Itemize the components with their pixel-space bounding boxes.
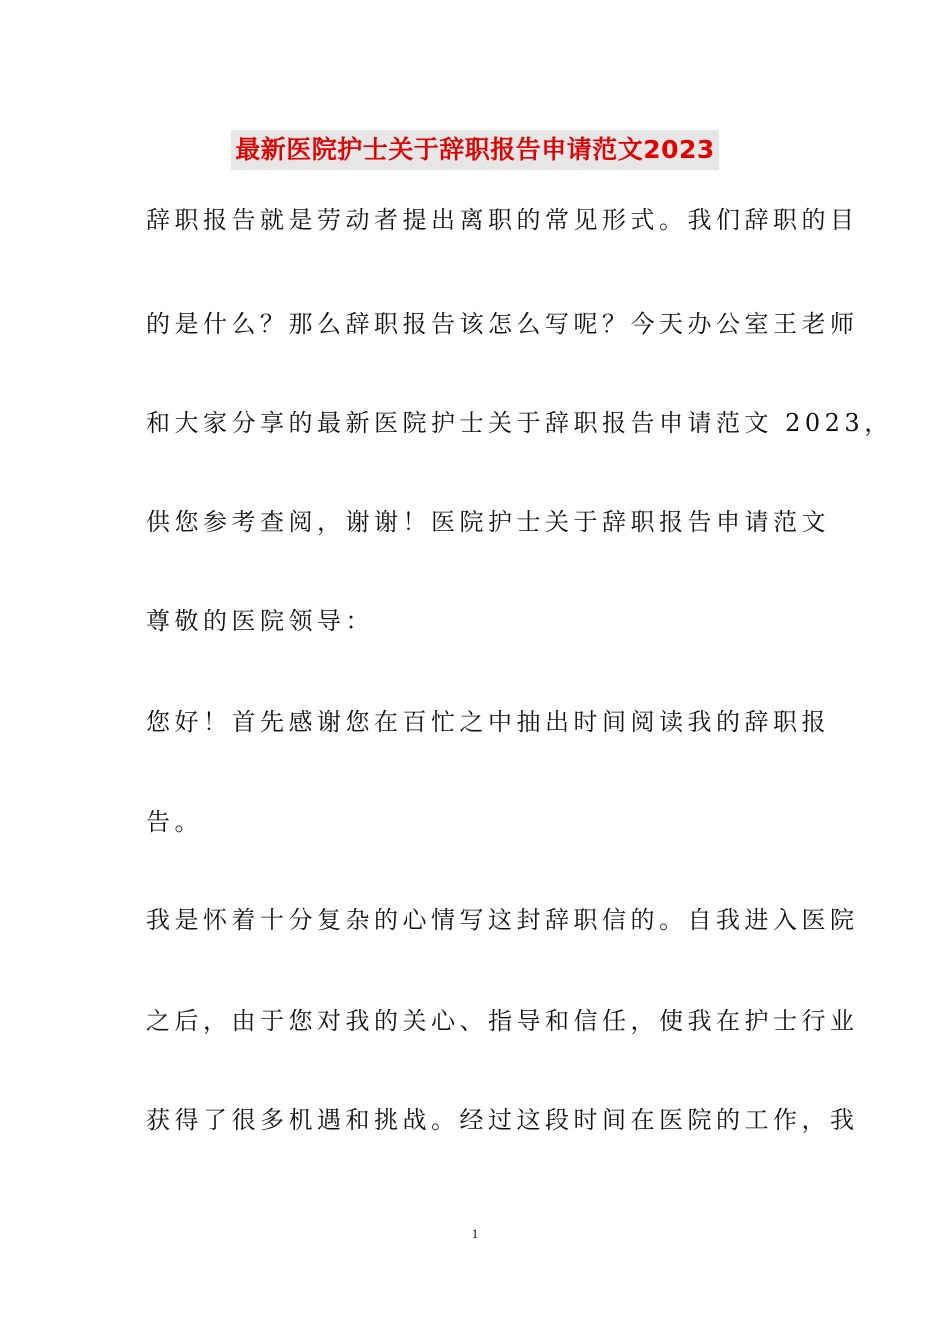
body-line-7: 告。 [146,808,203,836]
body-line-8: 我是怀着十分复杂的心情写这封辞职信的。自我进入医院 [146,906,859,934]
body-line-1: 辞职报告就是劳动者提出离职的常见形式。我们辞职的目 [146,206,859,234]
body-line-3: 和大家分享的最新医院护士关于辞职报告申请范文 2023， [146,409,893,437]
body-line-2: 的是什么？那么辞职报告该怎么写呢？今天办公室王老师 [146,310,859,338]
body-line-9: 之后，由于您对我的关心、指导和信任，使我在护士行业 [146,1007,859,1035]
salutation-line: 尊敬的医院领导： [146,607,374,635]
page-number: 1 [471,1226,479,1241]
body-line-6: 您好！首先感谢您在百忙之中抽出时间阅读我的辞职报 [146,708,830,736]
document-title: 最新医院护士关于辞职报告申请范文2023 [231,130,719,170]
body-line-4: 供您参考查阅，谢谢！医院护士关于辞职报告申请范文 [146,508,830,536]
body-line-10: 获得了很多机遇和挑战。经过这段时间在医院的工作，我 [146,1106,859,1134]
title-container [0,130,950,170]
